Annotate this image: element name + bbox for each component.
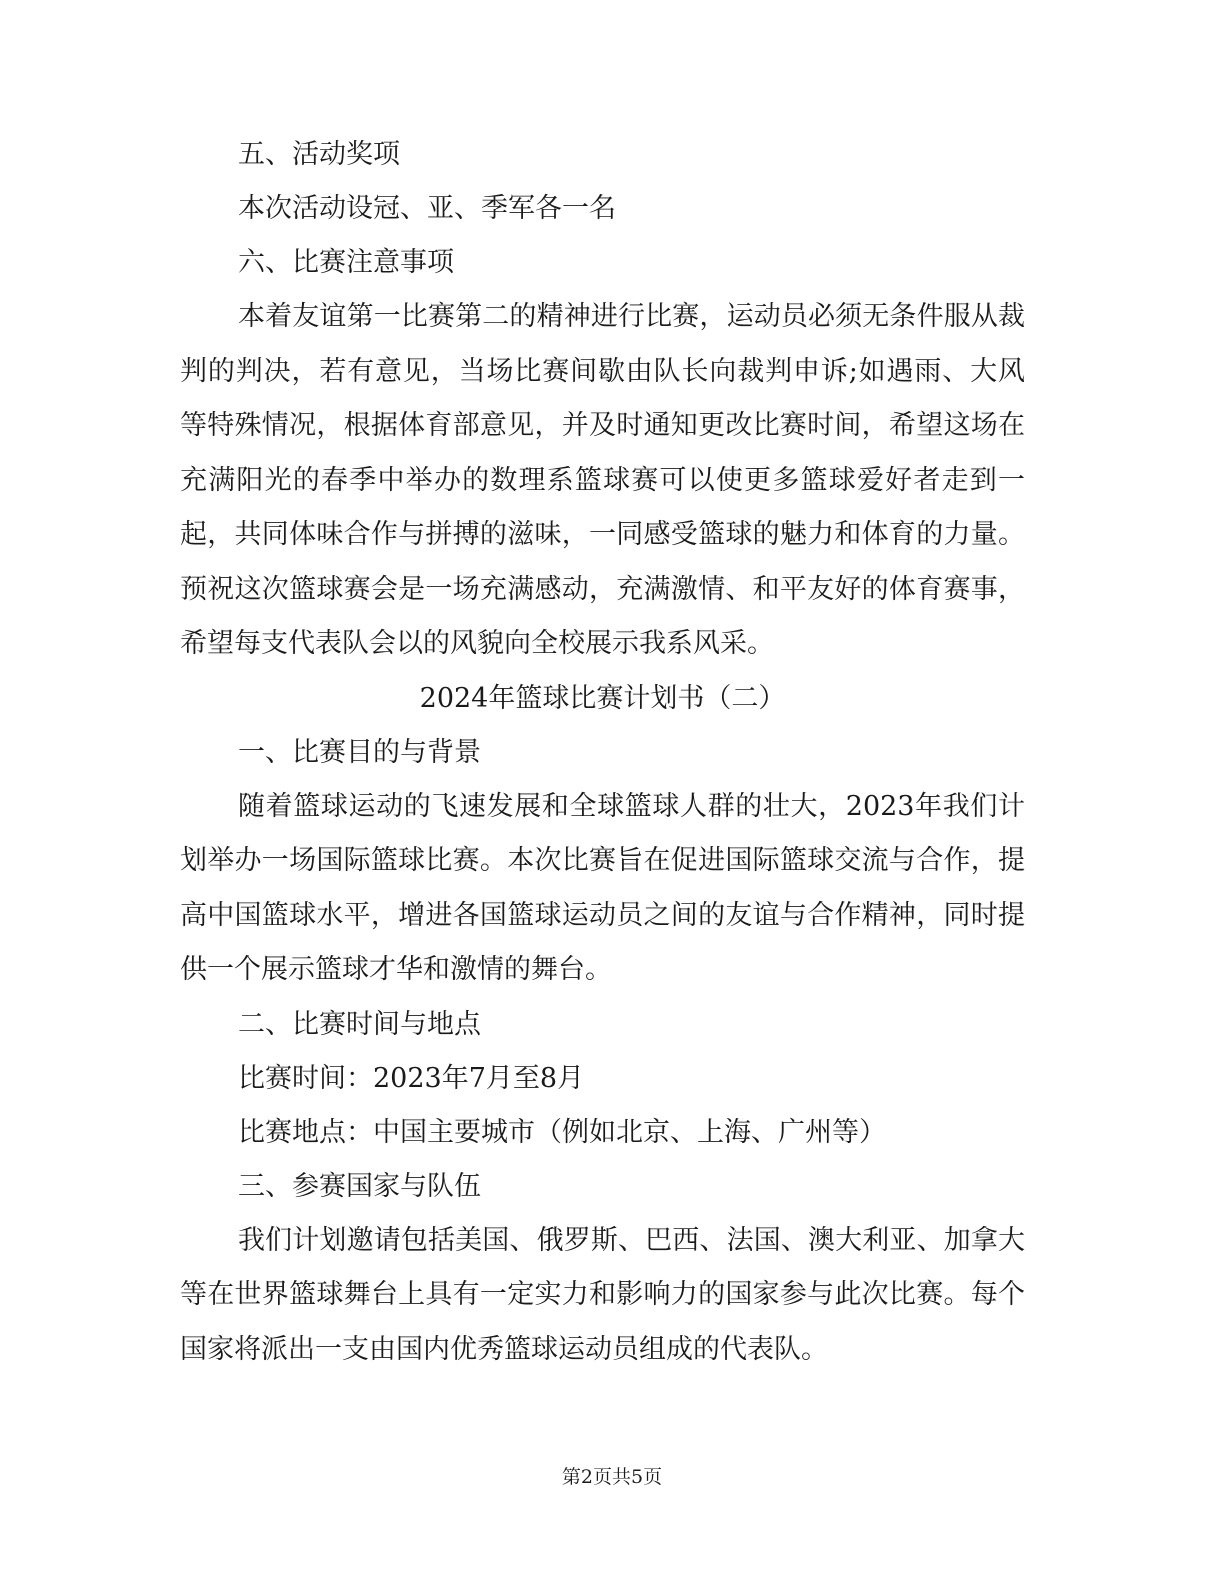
- teams-paragraph: 我们计划邀请包括美国、俄罗斯、巴西、法国、澳大利亚、加拿大等在世界篮球舞台上具有一定实力和影响力的国家参与此次比赛。每个国家将派出一支由国内优秀篮球运动员组成的代表队。: [180, 1224, 1025, 1365]
- page-number-footer: 第2页共5页: [561, 1466, 663, 1488]
- section-heading-teams: 三、参赛国家与队伍: [238, 1170, 481, 1202]
- section-heading-time-place: 二、比赛时间与地点: [238, 1008, 481, 1040]
- section-heading-awards: 五、活动奖项: [238, 139, 400, 170]
- awards-text: 本次活动设冠、亚、季军各一名: [238, 193, 616, 224]
- purpose-paragraph: 随着篮球运动的飞速发展和全球篮球人群的壮大，2023年我们计划举办一场国际篮球比赛。本次比赛旨在促进国际篮球交流与合作，提高中国篮球水平，增进各国篮球运动员之间的友谊与合作精神，同时提供一个展示篮球才华和激情的舞台。: [180, 790, 1025, 985]
- section-heading-notes: 六、比赛注意事项: [238, 247, 454, 278]
- match-place: 比赛地点：中国主要城市（例如北京、上海、广州等）: [238, 1116, 886, 1148]
- match-time: 比赛时间：2023年7月至8月: [238, 1062, 585, 1094]
- section-heading-purpose: 一、比赛目的与背景: [238, 736, 481, 768]
- notes-paragraph: 本着友谊第一比赛第二的精神进行比赛，运动员必须无条件服从裁判的判决，若有意见，当场比赛间歇由队长向裁判申诉;如遇雨、大风等特殊情况，根据体育部意见，并及时通知更改比赛时间，希望这场在充满阳光的春季中举办的数理系篮球赛可以使更多篮球爱好者走到一起，共同体味合作与拼搏的滋味，一同感受篮球的魅力和体育的力量。预祝这次篮球赛会是一场充满感动，充满激情、和平友好的体育赛事，希望每支代表队会以的风貌向全校展示我系风采。: [180, 301, 1025, 659]
- document-title: 2024年篮球比赛计划书（二）: [419, 682, 786, 714]
- document-page: [180, 128, 1025, 1377]
